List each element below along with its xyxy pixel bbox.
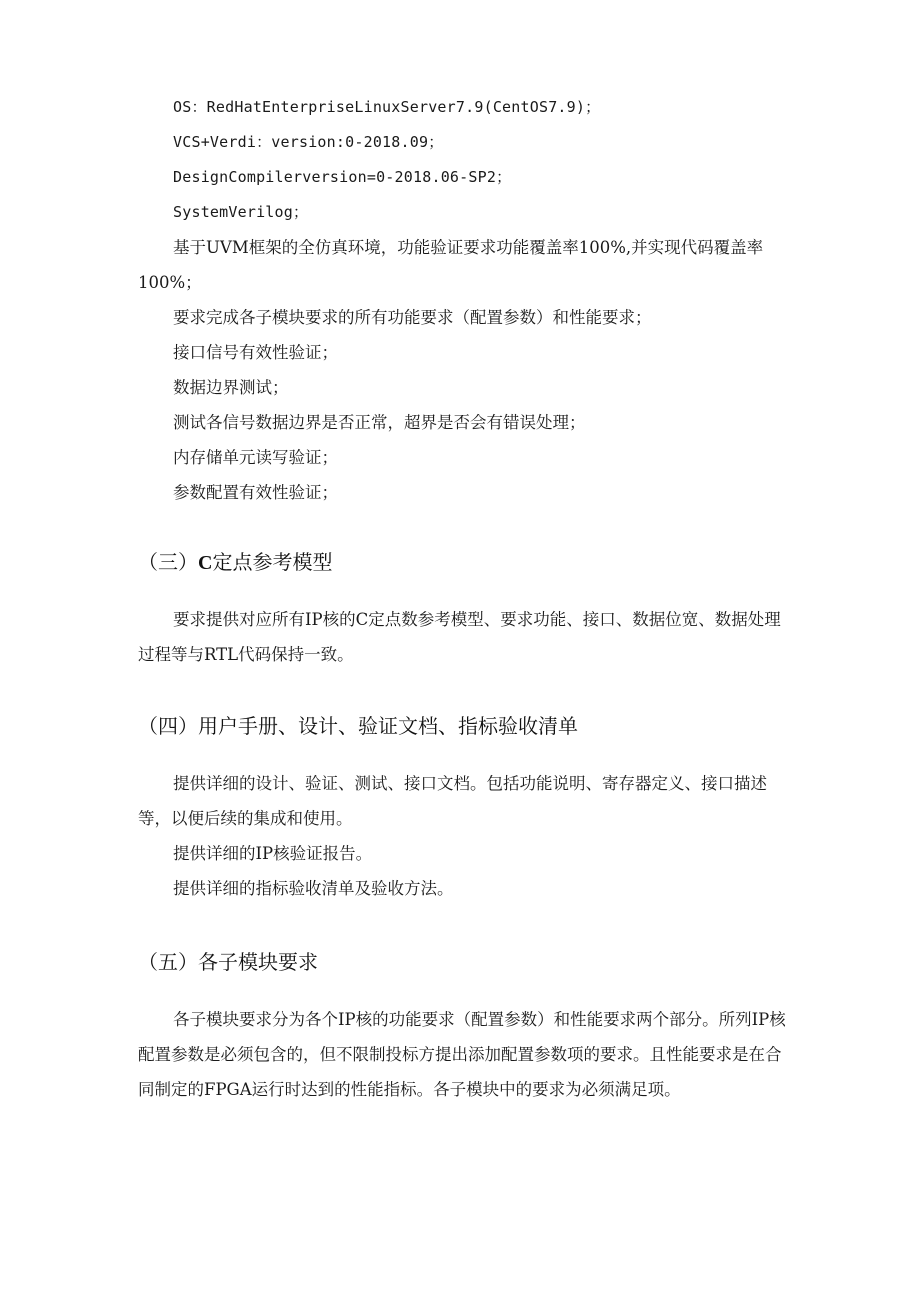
verification-item: 测试各信号数据边界是否正常，超界是否会有错误处理； <box>173 413 586 432</box>
section-4-paragraph-2: 提供详细的IP核验证报告。 <box>173 844 373 863</box>
verification-item: 接口信号有效性验证； <box>173 343 338 362</box>
uvm-paragraph: 基于UVM框架的全仿真环境，功能验证要求功能覆盖率100%,并实现代码覆盖率100%； <box>138 238 764 292</box>
section-5-paragraph: 各子模块要求分为各个IP核的功能要求（配置参数）和性能要求两个部分。所列IP核配置参数是必须包含的，但不限制投标方提出添加配置参数项的要求。且性能要求是在合同制定的FPGA运行时达到的性能指标。各子模块中的要求为必须满足项。 <box>138 1010 786 1099</box>
section-5-heading: （五）各子模块要求 <box>138 950 318 974</box>
section-4-paragraph-3: 提供详细的指标验收清单及验收方法。 <box>173 879 454 898</box>
section-3-heading <box>138 547 332 578</box>
verification-item: 要求完成各子模块要求的所有功能要求（配置参数）和性能要求； <box>173 308 652 327</box>
env-sv-line: SystemVerilog； <box>173 203 309 221</box>
verification-item: 内存储单元读写验证； <box>173 448 338 467</box>
section-3-prefix: （三） <box>138 550 198 574</box>
section-4-paragraph-1: 提供详细的设计、验证、测试、接口文档。包括功能说明、寄存器定义、接口描述等，以便后续的集成和使用。 <box>138 774 767 828</box>
env-os-line: OS：RedHatEnterpriseLinuxServer7.9(CentOS7.9)； <box>173 98 601 116</box>
section-3-paragraph: 要求提供对应所有IP核的C定点数参考模型、要求功能、接口、数据位宽、数据处理过程等与RTL代码保持一致。 <box>138 610 781 664</box>
section-3-rest: 定点参考模型 <box>212 550 333 574</box>
verification-item: 数据边界测试； <box>173 378 289 397</box>
section-4-heading: （四）用户手册、设计、验证文档、指标验收清单 <box>138 714 578 738</box>
section-3-bold: C <box>198 552 213 574</box>
env-dc-line: DesignCompilerversion=0-2018.06-SP2； <box>173 168 512 186</box>
env-vcs-line: VCS+Verdi：version:0-2018.09； <box>173 133 444 151</box>
verification-item: 参数配置有效性验证； <box>173 483 338 502</box>
